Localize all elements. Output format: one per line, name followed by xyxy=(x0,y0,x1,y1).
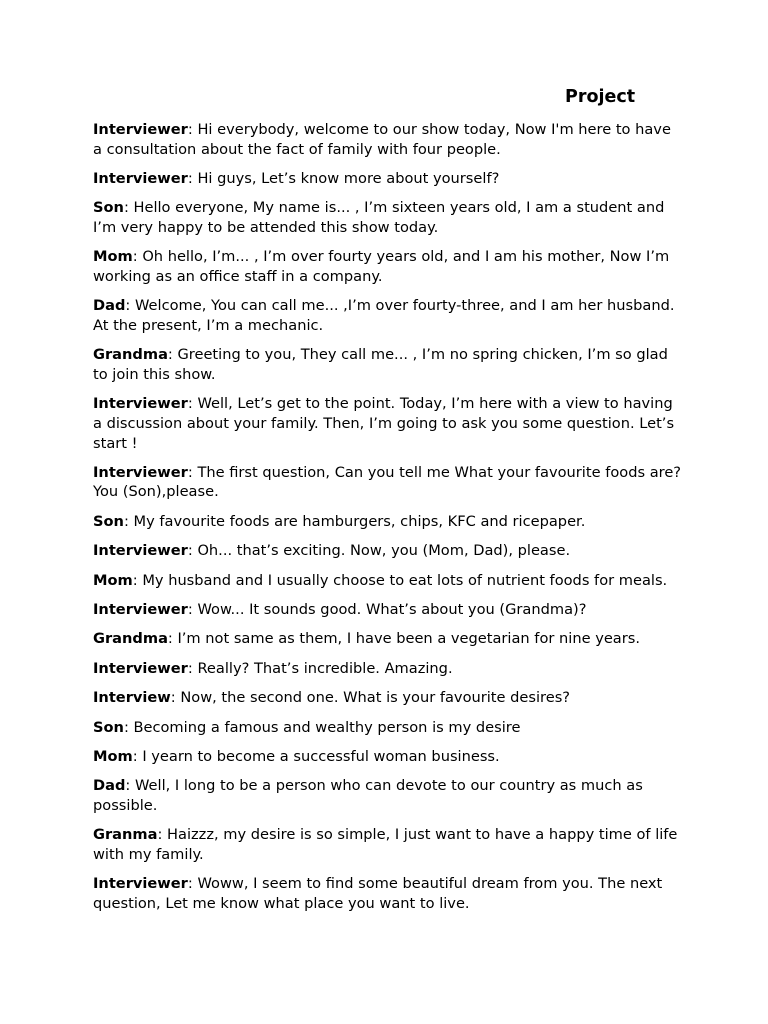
dialogue-text: : Hello everyone, My name is... , I’m sixteen years old, I am a student and I’m very happy to be attended this show today. xyxy=(93,199,665,236)
dialogue-text: : Haizzz, my desire is so simple, I just want to have a happy time of life with my family. xyxy=(93,826,678,863)
dialogue-text: : Woww, I seem to find some beautiful dream from you. The next question, Let me know what place you want to live. xyxy=(93,875,663,912)
dialogue-text: : Becoming a famous and wealthy person is my desire xyxy=(123,718,521,736)
dialogue-text: : Well, I long to be a person who can devote to our country as much as possible. xyxy=(93,777,643,814)
speaker-name: Mom xyxy=(93,571,133,589)
dialogue-line xyxy=(93,247,683,286)
dialogue-line xyxy=(93,296,683,335)
speaker-name: Son xyxy=(93,718,124,736)
speaker-name: Interviewer xyxy=(93,659,188,677)
dialogue-text: : The first question, Can you tell me What your favourite foods are? You (Son),please. xyxy=(93,463,682,501)
dialogue-line xyxy=(93,600,683,620)
dialogue-line xyxy=(93,169,683,189)
dialogue-line xyxy=(93,512,683,532)
dialogue-line xyxy=(93,394,683,453)
speaker-name: Dad xyxy=(93,777,126,795)
dialogue-line xyxy=(93,629,683,649)
dialogue-text: : Oh... that’s exciting. Now, you (Mom, Dad), please. xyxy=(187,542,571,560)
dialogue-line xyxy=(93,659,683,679)
speaker-name: Interviewer xyxy=(93,542,188,560)
dialogue-line xyxy=(93,747,683,767)
speaker-name: Granma xyxy=(93,826,158,844)
dialogue-text: : My favourite foods are hamburgers, chips, KFC and ricepaper. xyxy=(123,512,586,530)
dialogue-text: : I yearn to become a successful woman business. xyxy=(132,748,500,765)
dialogue-line xyxy=(93,718,683,738)
dialogue-line xyxy=(93,874,683,913)
speaker-name: Mom xyxy=(93,248,133,266)
dialogue-text: : Now, the second one. What is your favourite desires? xyxy=(170,689,571,707)
dialogue-line xyxy=(93,776,683,815)
speaker-name: Interview xyxy=(93,689,171,707)
speaker-name: Interviewer xyxy=(93,121,188,138)
dialogue-line xyxy=(93,688,683,708)
dialogue-line xyxy=(93,463,683,502)
speaker-name: Interviewer xyxy=(93,875,188,893)
dialogue-text: : My husband and I usually choose to eat lots of nutrient foods for meals. xyxy=(132,571,668,589)
document-title: Project xyxy=(565,87,636,107)
speaker-name: Son xyxy=(93,199,124,217)
dialogue-text: : I’m not same as them, I have been a vegetarian for nine years. xyxy=(167,630,640,648)
dialogue-line xyxy=(93,120,683,159)
dialogue-text: : Wow... It sounds good. What’s about you (Grandma)? xyxy=(187,601,587,619)
dialogue-text: : Welcome, You can call me... ,I’m over fourty-three, and I am her husband. At the present, I’m a mechanic. xyxy=(93,297,675,334)
dialogue-line xyxy=(93,571,683,591)
speaker-name: Interviewer xyxy=(93,395,188,413)
speaker-name: Interviewer xyxy=(93,169,188,187)
speaker-name: Grandma xyxy=(93,346,168,364)
dialogue xyxy=(93,120,683,923)
dialogue-line xyxy=(93,541,683,561)
dialogue-line xyxy=(93,825,683,864)
speaker-name: Son xyxy=(93,512,124,530)
dialogue-text: : Really? That’s incredible. Amazing. xyxy=(187,659,453,677)
speaker-name: Interviewer xyxy=(93,463,188,481)
speaker-name: Interviewer xyxy=(93,601,188,619)
dialogue-text: : Hi guys, Let’s know more about yourself? xyxy=(187,169,500,187)
speaker-name: Grandma xyxy=(93,630,168,648)
speaker-name: Mom xyxy=(93,748,133,765)
dialogue-text: : Greeting to you, They call me... , I’m no spring chicken, I’m so glad to join this show. xyxy=(93,346,668,383)
dialogue-line xyxy=(93,198,683,237)
dialogue-text: : Hi everybody, welcome to our show today, Now I'm here to have a consultation about the fact of family with four people. xyxy=(93,121,671,158)
dialogue-text: : Well, Let’s get to the point. Today, I’m here with a view to having a discussion about your family. Then, I’m going to ask you some question. Let’s start ! xyxy=(93,395,675,452)
dialogue-line xyxy=(93,345,683,384)
speaker-name: Dad xyxy=(93,297,126,315)
dialogue-text: : Oh hello, I’m... , I’m over fourty years old, and I am his mother, Now I’m working as an office staff in a company. xyxy=(93,248,670,285)
